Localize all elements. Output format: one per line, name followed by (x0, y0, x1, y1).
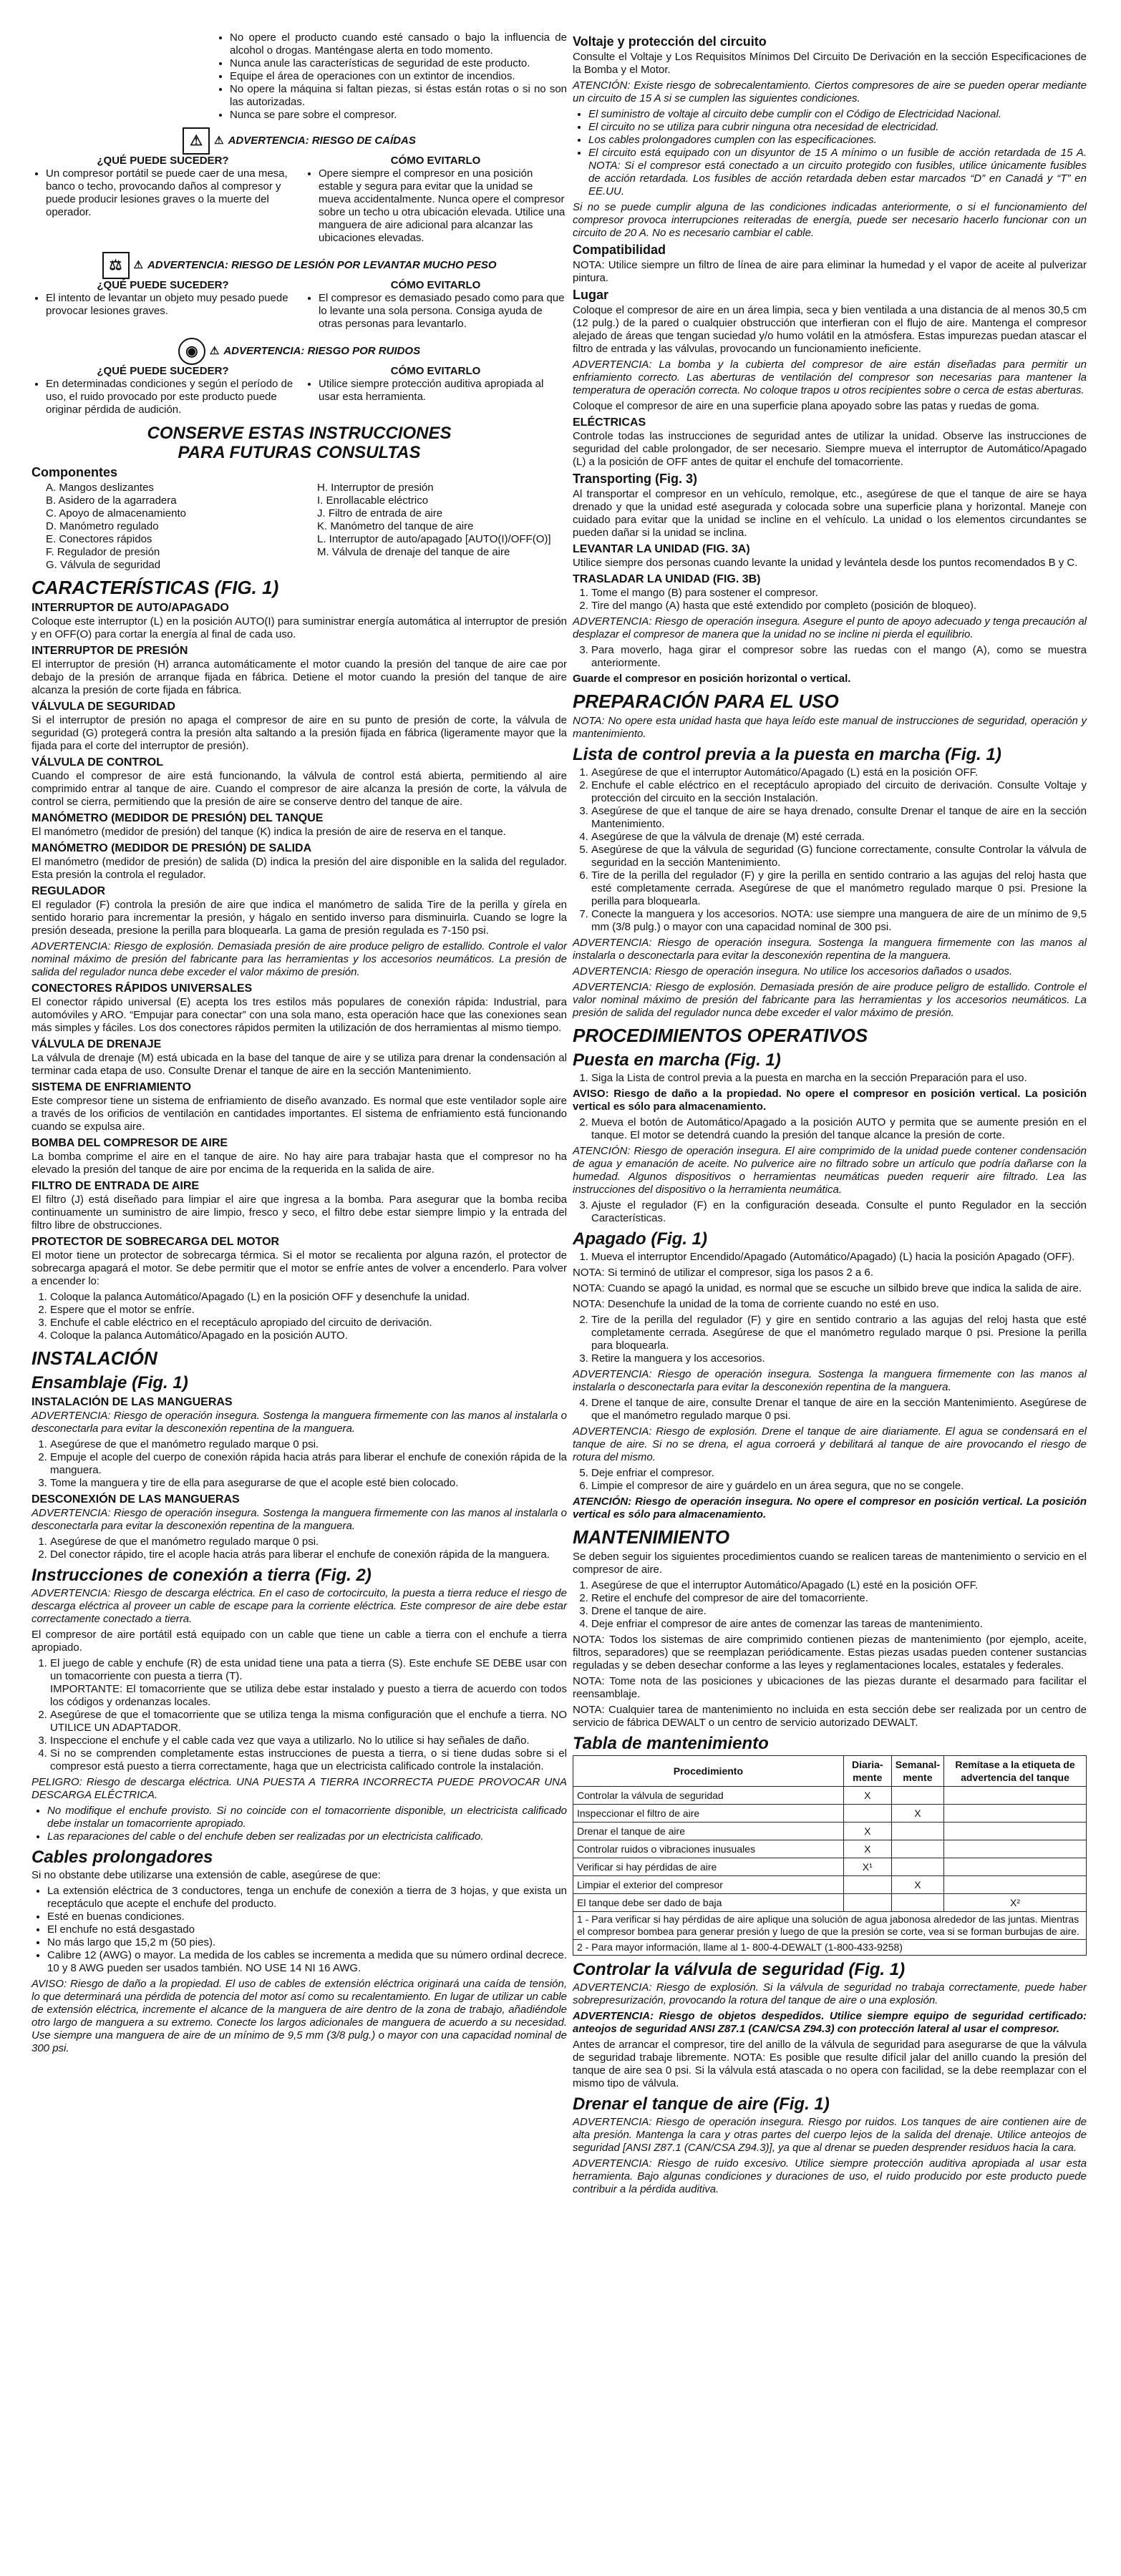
list-item: 4. Coloque la palanca Automático/Apagado en la posición AUTO. (50, 1330, 567, 1342)
subheading: SISTEMA DE ENFRIAMIENTO (31, 1081, 192, 1093)
numbered-list (31, 1291, 567, 1342)
list-item: • Esté en buenas condiciones. (47, 1911, 567, 1923)
numbered-list (31, 1536, 567, 1561)
section-heading-instalacion: INSTALACIÓN (31, 1347, 157, 1369)
section-heading-cables: Cables prolongadores (31, 1848, 213, 1867)
list-item: 2. Tire de la perilla del regulador (F) y gire en sentido contrario a las agujas del reloj hasta que esté completamente cerrada. Asegúrese de que el manómetro regulado marque 0 psi. Presione la perilla para bloquearla. (591, 1314, 1087, 1352)
list-item: • Calibre 12 (AWG) o mayor. La medida de los cables se incrementa a medida que su número ordinal decrece. 10 y 8 AWG pueden ser usados también. NO USE 14 NI 16 AWG. (47, 1949, 567, 1975)
subheading: DESCONEXIÓN DE LAS MANGUERAS (31, 1493, 240, 1506)
section-heading-componentes: Componentes (31, 465, 118, 479)
note-text: NOTA: Utilice siempre un filtro de línea de aire para eliminar la humedad y el vapor de aceite al pulverizar pintura. (573, 259, 1087, 284)
section-heading-tabla: Tabla de mantenimiento (573, 1734, 769, 1753)
warning-text: ADVERTENCIA: Riesgo de operación insegura. Sostenga la manguera firmemente con las manos al instalarla o desconectarla para evitar la desconexión repentina de la manguera. (31, 1410, 567, 1435)
subheading: INTERRUPTOR DE PRESIÓN (31, 645, 188, 657)
risk-lift-block (31, 252, 567, 331)
warning-text: ADVERTENCIA: Riesgo de operación insegura. Sostenga la manguera firmemente con las manos al instalarla o desconectarla para evitar la desconexión repentina de la manguera. (31, 1507, 567, 1532)
section-heading-mantenimiento: MANTENIMIENTO (573, 1526, 730, 1548)
list-item: 2. Del conector rápido, tire el acople hacia atrás para liberar el enchufe de conexión rápida de la manguera. (50, 1548, 567, 1561)
warning-text: ADVERTENCIA: Riesgo de explosión. Demasiada presión de aire produce peligro de estallido. Controle el valor nominal máximo de presión del fabricante para las herramientas y los accesorios neumáticos. La presión de salida del regulador nunca debe exceder el valor máximo de presión. (573, 981, 1087, 1019)
table-cell: Drenar el tanque de aire (573, 1823, 844, 1840)
risk-question-text: • Un compresor portátil se puede caer de una mesa, banco o techo, provocando daños al compresor y puede producir lesiones graves o la muerte del operador. (46, 167, 294, 219)
table-row (573, 1805, 1087, 1823)
warning-text: ADVERTENCIA: Riesgo de objetos despedidos. Utilice siempre equipo de seguridad certificado: anteojos de seguridad ANSI Z87.1 (CAN/CSA Z94.3) con protección lateral al usar el compresor. (573, 2010, 1087, 2035)
warning-text: ADVERTENCIA: Riesgo de operación insegura. Sostenga la manguera firmemente con las manos al instalarla o desconectarla para evitar la desconexión repentina de la manguera. (573, 937, 1087, 962)
list-item: 2. Espere que el motor se enfríe. (50, 1304, 567, 1317)
list-item: 4. Asegúrese de que la válvula de drenaje (M) esté cerrada. (591, 831, 1087, 844)
numbered-list (573, 1251, 1087, 1264)
column-header: Diaria-mente (843, 1756, 891, 1787)
numbered-list (31, 1657, 567, 1773)
table-row (573, 1840, 1087, 1858)
table-row (573, 1823, 1087, 1840)
paragraph: Coloque el compresor de aire en una superficie plana apoyado sobre las patas y ruedas de goma. (573, 400, 1040, 412)
danger-text: PELIGRO: Riesgo de descarga eléctrica. UNA PUESTA A TIERRA INCORRECTA PUEDE PROVOCAR UNA DESCARGA ELÉCTRICA. (31, 1776, 567, 1801)
paragraph: Guarde el compresor en posición horizontal o vertical. (573, 673, 851, 685)
warning-triangle-icon: ⚠ (209, 345, 220, 357)
list-item: 6. Limpie el compresor de aire y guárdelo en un área segura, que no se congele. (591, 1480, 1087, 1493)
warning-text: ADVERTENCIA: Riesgo de operación insegura. No utilice los accesorios dañados o usados. (573, 965, 1013, 977)
list-item: 2. Empuje el acople del cuerpo de conexión rápida hacia atrás para liberar el enchufe de conexión rápida de la manguera. (50, 1451, 567, 1477)
table-cell (891, 1787, 943, 1805)
component-item: J. Filtro de entrada de aire (317, 507, 443, 519)
table-cell: Verificar si hay pérdidas de aire (573, 1858, 844, 1876)
section-heading-apagado: Apagado (Fig. 1) (573, 1229, 707, 1249)
section-heading-caracteristicas: CARACTERÍSTICAS (FIG. 1) (31, 577, 279, 598)
table-cell (843, 1894, 891, 1912)
list-item: 3. Asegúrese de que el tanque de aire se haya drenado, consulte Drenar el tanque de aire en la sección Mantenimiento. (591, 805, 1087, 831)
component-item: A. Mangos deslizantes (46, 482, 154, 494)
list-item: 1. El juego de cable y enchufe (R) de esta unidad tiene una pata a tierra (S). Este enchufe SE DEBE usar con un tomacorriente con puesta a tierra (T). (50, 1657, 567, 1683)
note-text: NOTA: Cualquier tarea de mantenimiento no incluida en esta sección debe ser realizada por un centro de servicio de fábrica DEWALT o un centro de servicio autorizado DEWALT. (573, 1704, 1087, 1729)
paragraph: Consulte el Voltaje y Los Requisitos Mínimos Del Circuito De Derivación en la sección Especificaciones de la Bomba y el Motor. (573, 51, 1087, 76)
table-cell (843, 1805, 891, 1823)
component-item: L. Interruptor de auto/apagado [AUTO(I)/OFF(O)] (317, 533, 551, 545)
note-text: NOTA: Desenchufe la unidad de la toma de corriente cuando no esté en uso. (573, 1298, 939, 1310)
section-heading-tierra: Instrucciones de conexión a tierra (Fig. 2) (31, 1566, 372, 1585)
table-cell (891, 1823, 943, 1840)
table-footnote: 1 - Para verificar si hay pérdidas de aire aplique una solución de agua jabonosa alrededor de las juntas. Mientras el compresor bombea para generar presión y luego de que la presión se corte, vea si se forman burbujas de aire. (573, 1912, 1087, 1940)
safety-bullets (214, 31, 567, 122)
table-cell: X (843, 1823, 891, 1840)
subheading: INSTALACIÓN DE LAS MANGUERAS (31, 1396, 233, 1408)
left-column (31, 31, 567, 2058)
list-item: 2. Enchufe el cable eléctrico en el receptáculo apropiado del circuito de derivación. Consulte Voltaje y protección del circuito en la sección Instalación. (591, 779, 1087, 805)
table-cell: Controlar la válvula de seguridad (573, 1787, 844, 1805)
subheading: TRASLADAR LA UNIDAD (FIG. 3B) (573, 573, 761, 585)
list-item: • El circuito no se utiliza para cubrir ninguna otra necesidad de electricidad. (588, 121, 1087, 134)
risk-question-text: • En determinadas condiciones y según el período de uso, el ruido provocado por este producto puede originar pérdida de audición. (46, 378, 294, 416)
numbered-list (573, 644, 1087, 670)
component-item: I. Enrollacable eléctrico (317, 494, 429, 507)
list-item: 4. Si no se comprenden completamente estas instrucciones de puesta a tierra, o si tiene dudas sobre si el compresor está puesto a tierra correctamente, haga que un electricista calificado controle la instalación. (50, 1747, 567, 1773)
warning-text: ADVERTENCIA: Riesgo de descarga eléctrica. En el caso de cortocircuito, la puesta a tierra reduce el riesgo de descarga eléctrica al proveer un cable de escape para la corriente eléctrica. Este compresor de aire debe estar correctamente conectado a tierra. (31, 1587, 567, 1625)
list-item: 1. Siga la Lista de control previa a la puesta en marcha en la sección Preparación para el uso. (591, 1072, 1087, 1085)
section-heading-voltaje: Voltaje y protección del circuito (573, 34, 767, 49)
paragraph: Si no obstante debe utilizarse una extensión de cable, asegúrese de que: (31, 1869, 381, 1881)
table-cell (944, 1858, 1087, 1876)
bullet-list (573, 108, 1087, 198)
maintenance-table (573, 1755, 1087, 1912)
subheading: VÁLVULA DE DRENAJE (31, 1038, 162, 1050)
risk-title: ADVERTENCIA: RIESGO DE LESIÓN POR LEVANTAR MUCHO PESO (147, 259, 497, 271)
section-heading-compatibilidad: Compatibilidad (573, 243, 666, 257)
column-header: Semanal-mente (891, 1756, 943, 1787)
table-footnote: 2 - Para mayor información, llame al 1- 800-4-DEWALT (1-800-433-9258) (573, 1940, 1087, 1956)
numbered-list (573, 1314, 1087, 1365)
numbered-list (573, 1072, 1087, 1085)
list-item: 4. Deje enfriar el compresor de aire antes de comenzar las tareas de mantenimiento. (591, 1618, 1087, 1631)
numbered-list (31, 1438, 567, 1490)
table-row (573, 1894, 1087, 1912)
table-cell (944, 1805, 1087, 1823)
warning-triangle-icon: ⚠ (133, 259, 143, 271)
note-text: NOTA: No opere esta unidad hasta que haya leído este manual de instrucciones de seguridad, operación y mantenimiento. (573, 715, 1087, 740)
list-item: 3. Drene el tanque de aire. (591, 1605, 1087, 1618)
paragraph: Cuando el compresor de aire está funcionando, la válvula de control está abierta, permitiendo al aire comprimido entrar al tanque de aire. Cuando el compresor de aire alcanza la presión de corte, la válvula de control se cierra, permitiendo que la presión de aire se conserve dentro del tanque de aire. (31, 770, 567, 808)
section-heading-transporting: Transporting (Fig. 3) (573, 472, 697, 486)
risk-avoid-text: • El compresor es demasiado pesado como para que lo levante una sola persona. Consiga ayuda de otras personas para levantarlo. (319, 292, 567, 331)
table-cell: X¹ (843, 1858, 891, 1876)
table-cell (944, 1876, 1087, 1894)
risk-falls-block (31, 127, 567, 245)
notice-text: AVISO: Riesgo de daño a la propiedad. No opere el compresor en posición vertical. La posición vertical es sólo para almacenamiento. (573, 1088, 1087, 1113)
table-cell (891, 1894, 943, 1912)
risk-question-text: • El intento de levantar un objeto muy pesado puede provocar lesiones graves. (46, 292, 294, 318)
subheading: PROTECTOR DE SOBRECARGA DEL MOTOR (31, 1236, 280, 1248)
conserve-heading-2: PARA FUTURAS CONSULTAS (178, 443, 421, 462)
risk-title: ADVERTENCIA: RIESGO DE CAÍDAS (228, 135, 416, 147)
paragraph: El conector rápido universal (E) acepta los tres estilos más populares de conexión rápida: Industrial, para automóviles y ARO. “Empujar para conectar” con una sola mano, esta operación hace que las conexiones sean más simples y fáciles. Los dos conectores rápidos permiten la utilización de dos herramientas al mismo tiempo. (31, 996, 567, 1034)
table-cell: Limpiar el exterior del compresor (573, 1876, 844, 1894)
caution-text: ATENCIÓN: Riesgo de operación insegura. No opere el compresor en posición vertical. La posición vertical es sólo para almacenamiento. (573, 1496, 1087, 1521)
list-item: 1. Asegúrese de que el manómetro regulado marque 0 psi. (50, 1438, 567, 1451)
component-item: M. Válvula de drenaje del tanque de aire (317, 546, 510, 558)
list-item: • La extensión eléctrica de 3 conductores, tenga un enchufe de conexión a tierra de 3 hojas, y que exista un receptáculo que acepte el enchufe del producto. (47, 1885, 567, 1911)
list-item: 1. Asegúrese de que el interruptor Automático/Apagado (L) esté en la posición OFF. (591, 1579, 1087, 1592)
section-heading-ensamblaje: Ensamblaje (Fig. 1) (31, 1373, 188, 1392)
subheading: CONECTORES RÁPIDOS UNIVERSALES (31, 982, 253, 995)
list-item: IMPORTANTE: El tomacorriente que se utiliza debe estar instalado y puesto a tierra de acuerdo con todos los códigos y ordenanzas locales. (50, 1683, 567, 1708)
table-row (573, 1787, 1087, 1805)
subheading: BOMBA DEL COMPRESOR DE AIRE (31, 1137, 228, 1149)
warning-triangle-icon: ⚠ (214, 135, 224, 147)
warning-text: ADVERTENCIA: Riesgo de explosión. Demasiada presión de aire produce peligro de estallido. Controle el valor nominal máximo de presión del fabricante para las herramientas y los accesorios neumáticos. La presión de salida del regulador nunca debe exceder el valor máximo de presión. (31, 940, 567, 978)
list-item: 1. Asegúrese de que el interruptor Automático/Apagado (L) está en la posición OFF. (591, 766, 1087, 779)
note-text: NOTA: Cuando se apagó la unidad, es normal que se escuche un silbido breve que indica la salida de aire. (573, 1282, 1082, 1294)
risk-question-heading: ¿QUÉ PUEDE SUCEDER? (97, 365, 229, 377)
warning-text: ADVERTENCIA: Riesgo de operación insegura. Riesgo por ruidos. Los tanques de aire contienen aire de alta presión. Mantenga la cara y otras partes del cuerpo lejos de la salida del drenaje. Utilice anteojos de seguridad [ANSI Z87.1 (CAN/CSA Z94.3)], ya que al drenar se pueden desprender residuos hacia la cara. (573, 2116, 1087, 2154)
numbered-list (573, 587, 1087, 613)
list-item: • Los cables prolongadores cumplen con las especificaciones. (588, 134, 1087, 147)
risk-avoid-heading: CÓMO EVITARLO (390, 155, 481, 167)
falling-person-icon: ⚠ (183, 127, 210, 155)
caution-text: ATENCIÓN: Existe riesgo de sobrecalentamiento. Ciertos compresores de aire se pueden operar mediante un circuito de 15 A si se cumplen las siguientes condiciones. (573, 79, 1087, 104)
list-item: • No opere el producto cuando esté cansado o bajo la influencia de alcohol o drogas. Manténgase alerta en todo momento. (230, 31, 567, 57)
list-item: 3. Tome la manguera y tire de ella para asegurarse de que el acople esté bien colocado. (50, 1477, 567, 1490)
list-item: 3. Inspeccione el enchufe y el cable cada vez que vaya a utilizarlo. No lo utilice si hay señales de daño. (50, 1735, 567, 1747)
warning-text: ADVERTENCIA: Riesgo de explosión. Si la válvula de seguridad no trabaja correctamente, puede haber sobrepresurización, provocando la rotura del tanque de aire o una explosión. (573, 1981, 1087, 2006)
list-item: 1. Mueva el interruptor Encendido/Apagado (Automático/Apagado) (L) hacia la posición Apagado (OFF). (591, 1251, 1087, 1264)
right-column (573, 31, 1087, 2199)
subheading: VÁLVULA DE CONTROL (31, 756, 163, 769)
warning-text: ADVERTENCIA: Riesgo de operación insegura. Asegure el punto de apoyo adecuado y tenga precaución al desplazar el compresor de manera que la unidad no se incline ni pierda el equilibrio. (573, 615, 1087, 640)
table-cell: X (891, 1876, 943, 1894)
list-item: • El suministro de voltaje al circuito debe cumplir con el Código de Electricidad Nacional. (588, 108, 1087, 121)
paragraph: Se deben seguir los siguientes procedimientos cuando se realicen tareas de mantenimiento o servicio en el compresor de aire. (573, 1551, 1087, 1576)
list-item: 6. Tire de la perilla del regulador (F) y gire la perilla en sentido contrario a las agujas del reloj hasta que esté completamente cerrada. Asegúrese de que el manómetro regulado marque 0 psi. Presione la perilla para bloquearla. (591, 869, 1087, 908)
list-item: 1. Tome el mango (B) para sostener el compresor. (591, 587, 1087, 600)
list-item: 2. Tire del mango (A) hasta que esté extendido por completo (posición de bloqueo). (591, 600, 1087, 613)
paragraph: Coloque el compresor de aire en un área limpia, seca y bien ventilada a una distancia de al menos 30,5 cm (12 pulg.) de la pared o cualquier obstrucción que interfieran con el flujo de aire. Mantenga el compresor alejado de áreas que tengan suciedad y/o humo volátil en la atmósfera. Estas impurezas puedan atascar el filtro de entrada y las válvulas, provocando un funcionamiento ineficiente. (573, 304, 1087, 355)
list-item: 2. Asegúrese de que el tomacorriente que se utiliza tenga la misma configuración que el enchufe a tierra. NO UTILICE UN ADAPTADOR. (50, 1709, 567, 1735)
risk-avoid-heading: CÓMO EVITARLO (390, 365, 481, 377)
list-item: • Las reparaciones del cable o del enchufe deben ser realizadas por un electricista calificado. (47, 1830, 567, 1843)
list-item: 2. Retire el enchufe del compresor de aire del tomacorriente. (591, 1592, 1087, 1605)
numbered-list (573, 766, 1087, 934)
list-item: 4. Drene el tanque de aire, consulte Drenar el tanque de aire en la sección Mantenimiento. Asegúrese de que el manómetro regulado marque 0 psi. (591, 1397, 1087, 1423)
risk-noise-block (31, 338, 567, 416)
table-cell: X (891, 1805, 943, 1823)
risk-title: ADVERTENCIA: RIESGO POR RUIDOS (223, 345, 421, 357)
numbered-list (573, 1199, 1087, 1225)
risk-avoid-text: • Opere siempre el compresor en una posición estable y segura para evitar que la unidad se mueva accidentalmente. Nunca opere el compresor sobre un techo u otra ubicación elevada. Utilice una manguera de aire adicional para alcanzar las ubicaciones elevadas. (319, 167, 567, 245)
paragraph: Antes de arrancar el compresor, tire del anillo de la válvula de seguridad para asegurarse de que la válvula de seguridad trabaje libremente. NOTA: Es posible que resulte difícil jalar del anillo cuando la presión del tanque de aire sea 0 psi. Si la válvula está atascada o no opera con facilidad, se la debe reemplazar con el mismo tipo de válvula. (573, 2039, 1087, 2089)
section-heading-drenar: Drenar el tanque de aire (Fig. 1) (573, 2094, 830, 2114)
warning-text: ADVERTENCIA: La bomba y la cubierta del compresor de aire están diseñadas para permitir un enfriamiento correcto. Las aberturas de ventilación del compresor son necesarias para mantener la temperatura de operación correcta. No coloque trapos u otros recipientes sobre o cerca de estas aberturas. (573, 358, 1087, 396)
paragraph: El interruptor de presión (H) arranca automáticamente el motor cuando la presión del tanque de aire cae por debajo de la presión de arranque fijada en fábrica. Detiene el motor cuando la presión del tanque de aire alcanza la presión de corte fijada en fábrica. (31, 658, 567, 696)
list-item: • Nunca anule las características de seguridad de este producto. (230, 57, 567, 70)
paragraph: El manómetro (medidor de presión) del tanque (K) indica la presión de aire de reserva en el tanque. (31, 826, 506, 838)
list-item: 3. Retire la manguera y los accesorios. (591, 1352, 1087, 1365)
caution-text: ATENCIÓN: Riesgo de operación insegura. El aire comprimido de la unidad puede contener condensación de agua y emanación de aceite. No pulverice aire no filtrado sobre un artículo que podría dañarse con la humedad. Algunos dispositivos o herramientas neumáticas pueden requerir aire filtrado. Lea las instrucciones del dispositivo o la herramienta neumática. (573, 1145, 1087, 1196)
subheading: ELÉCTRICAS (573, 416, 646, 429)
risk-question-heading: ¿QUÉ PUEDE SUCEDER? (97, 279, 229, 291)
list-item: 3. Ajuste el regulador (F) en la configuración deseada. Consulte el punto Regulador en la sección Características. (591, 1199, 1087, 1225)
warning-text: ADVERTENCIA: Riesgo de operación insegura. Sostenga la manguera firmemente con las manos al instalarla o desconectarla para evitar la desconexión repentina de la manguera. (573, 1368, 1087, 1393)
subheading: VÁLVULA DE SEGURIDAD (31, 701, 175, 713)
table-header-row (573, 1756, 1087, 1787)
paragraph: Este compresor tiene un sistema de enfriamiento de diseño avanzado. Es normal que este ventilador sople aire a través de los orificios de ventilación en cantidades importantes. El sistema de enfriamiento está funcionando cuando se expulsa aire. (31, 1095, 567, 1133)
subheading: MANÓMETRO (MEDIDOR DE PRESIÓN) DE SALIDA (31, 842, 312, 854)
component-item: D. Manómetro regulado (46, 520, 159, 532)
warning-text: ADVERTENCIA: Riesgo de explosión. Drene el tanque de aire diariamente. El agua se condensará en el tanque de aire. Si no se drena, el agua corroerá y debilitará al tanque de aire provocando el riesgo de rotura del mismo. (573, 1425, 1087, 1463)
table-row (573, 1876, 1087, 1894)
paragraph: La válvula de drenaje (M) está ubicada en la base del tanque de aire y se utiliza para drenar la condensación al terminar cada etapa de uso. Consulte Drenar el tanque de aire en la sección Mantenimiento. (31, 1052, 567, 1077)
list-item: • No modifique el enchufe provisto. Si no coincide con el tomacorriente disponible, un electricista calificado debe instalar un tomacorriente apropiado. (47, 1805, 567, 1830)
ear-protection-icon: ◉ (178, 338, 205, 365)
table-cell (944, 1787, 1087, 1805)
list-item: 2. Mueva el botón de Automático/Apagado a la posición AUTO y permita que se aumente presión en el tanque. El motor se detendrá cuando la presión del tanque alcance la presión de corte. (591, 1116, 1087, 1142)
components-list (31, 482, 567, 572)
risk-avoid-text: • Utilice siempre protección auditiva apropiada al usar esta herramienta. (319, 378, 567, 404)
component-item: K. Manómetro del tanque de aire (317, 520, 474, 532)
paragraph: Si no se puede cumplir alguna de las condiciones indicadas anteriormente, o si el funcionamiento del compresor provoca interrupciones reiteradas de energía, puede ser necesario hacerlo funcionar con un circuito de 20 A. No es necesario cambiar el cable. (573, 201, 1087, 239)
warning-text: ADVERTENCIA: Riesgo de ruido excesivo. Utilice siempre protección auditiva apropiada al usar esta herramienta. Bajo algunas condiciones y duraciones de uso, el ruido producido por este producto puede contribuir a la pérdida auditiva. (573, 2157, 1087, 2195)
table-cell: Controlar ruidos o vibraciones inusuales (573, 1840, 844, 1858)
column-header: Remítase a la etiqueta de advertencia del tanque (944, 1756, 1087, 1787)
table-cell: Inspeccionar el filtro de aire (573, 1805, 844, 1823)
list-item: • No opere la máquina si faltan piezas, si éstas están rotas o si no son las autorizadas. (230, 83, 567, 109)
list-item: • El enchufe no está desgastado (47, 1923, 567, 1936)
subheading: FILTRO DE ENTRADA DE AIRE (31, 1180, 200, 1192)
risk-question-heading: ¿QUÉ PUEDE SUCEDER? (97, 155, 229, 167)
numbered-list (573, 1467, 1087, 1493)
component-item: H. Interruptor de presión (317, 482, 434, 494)
paragraph: El filtro (J) está diseñado para limpiar el aire que ingresa a la bomba. Para asegurar que la bomba reciba continuamente un suministro de aire limpio, fresco y seco, el filtro debe estar siempre limpio y la entrada del filtro libre de obstrucciones. (31, 1194, 567, 1231)
table-row (573, 1858, 1087, 1876)
component-item: G. Válvula de seguridad (46, 559, 161, 571)
paragraph: El regulador (F) controla la presión de aire que indica el manómetro de salida Tire de la perilla y gírela en sentido horario para incrementar la presión, y hágalo en sentido inverso para disminuirla. Cuando se logre la presión deseada, presione la perilla para bloquearla. La gama de presión regulada es 7-150 psi. (31, 899, 567, 937)
risk-avoid-heading: CÓMO EVITARLO (390, 279, 481, 291)
table-cell (944, 1823, 1087, 1840)
table-cell (891, 1840, 943, 1858)
numbered-list (573, 1579, 1087, 1631)
section-heading-lugar: Lugar (573, 288, 609, 302)
subheading: INTERRUPTOR DE AUTO/APAGADO (31, 602, 229, 614)
paragraph: Controle todas las instrucciones de seguridad antes de utilizar la unidad. Observe las instrucciones de seguridad del cable prolongador, de ser necesario. Siempre mueva el interruptor de Automático/Apagado (L) a la posición de OFF antes de quitar el enchufe del tomacorriente. (573, 430, 1087, 468)
table-cell: El tanque debe ser dado de baja (573, 1894, 844, 1912)
paragraph: Al transportar el compresor en un vehículo, remolque, etc., asegúrese de que el tanque de aire se haya drenado y que la unidad esté asegurada y colocada sobre una superficie plana y horizontal. Maneje con cuidado para evitar que la unidad se incline en el vehículo. La unidad o los elementos circundantes se pueden dañar si la unidad se inclina. (573, 488, 1087, 539)
table-cell: X² (944, 1894, 1087, 1912)
paragraph: El motor tiene un protector de sobrecarga térmica. Si el motor se recalienta por alguna razón, el protector de sobrecarga apagará el motor. Se debe permitir que el motor se enfríe antes de volver a encenderlo. Para volver a encender lo: (31, 1249, 567, 1287)
danger-bullets (31, 1805, 567, 1843)
section-heading-preparacion: PREPARACIÓN PARA EL USO (573, 691, 839, 712)
subheading: LEVANTAR LA UNIDAD (FIG. 3A) (573, 543, 750, 555)
heavy-lift-icon: ⚖ (102, 252, 130, 279)
list-item: • Equipe el área de operaciones con un extintor de incendios. (230, 70, 567, 83)
note-text: NOTA: Todos los sistemas de aire comprimido contienen piezas de mantenimiento (por ejemplo, aceite, filtros, separadores) que se reemplazan periódicamente. Estas piezas usadas pueden contener sustancias reguladas y se deben desechar conforme a las leyes y reglamentaciones locales, estatales y federales. (573, 1634, 1087, 1672)
list-item: 3. Enchufe el cable eléctrico en el receptáculo apropiado del circuito de derivación. (50, 1317, 567, 1330)
paragraph: Utilice siempre dos personas cuando levante la unidad y levántela desde los puntos recomendados B y C. (573, 557, 1078, 569)
list-item: 1. Asegúrese de que el manómetro regulado marque 0 psi. (50, 1536, 567, 1548)
column-header: Procedimiento (573, 1756, 844, 1787)
list-item: 1. Coloque la palanca Automático/Apagado (L) en la posición OFF y desenchufe la unidad. (50, 1291, 567, 1304)
component-item: E. Conectores rápidos (46, 533, 152, 545)
list-item: • No más largo que 15,2 m (50 pies). (47, 1936, 567, 1949)
paragraph: La bomba comprime el aire en el tanque de aire. No hay aire para trabajar hasta que el compresor no ha elevado la presión del tanque de aire por encima de la requerida en la salida de aire. (31, 1151, 567, 1176)
paragraph: El compresor de aire portátil está equipado con un cable que tiene un cable a tierra con el enchufe a tierra apropiado. (31, 1629, 567, 1654)
bullet-list (31, 1885, 567, 1975)
paragraph: El manómetro (medidor de presión) de salida (D) indica la presión del aire disponible en la salida del regulador. Esta presión la controla el regulador. (31, 856, 567, 881)
section-heading-controlar: Controlar la válvula de seguridad (Fig. 1) (573, 1960, 906, 1979)
list-item: 5. Deje enfriar el compresor. (591, 1467, 1087, 1480)
list-item: • Nunca se pare sobre el compresor. (230, 109, 567, 122)
component-item: C. Apoyo de almacenamiento (46, 507, 186, 519)
subheading: MANÓMETRO (MEDIDOR DE PRESIÓN) DEL TANQUE (31, 812, 324, 824)
numbered-list (573, 1116, 1087, 1142)
section-heading-procedimientos: PROCEDIMIENTOS OPERATIVOS (573, 1025, 868, 1046)
list-item: • El circuito está equipado con un disyuntor de 15 A mínimo o un fusible de acción retardada de 15 A. NOTA: Si el compresor está conectado a un circuito protegido con fusibles, utilice únicamente fusibles de acción retardada. Los fusibles de acción retardada deben estar marcados “D” en Canadá y “T” en EE.UU. (588, 147, 1087, 198)
paragraph: Si el interruptor de presión no apaga el compresor de aire en su punto de presión de corte, la válvula de seguridad (G) protegerá contra la presión alta saltando a la presión fijada en fábrica (ligeramente mayor que la fijada para el corte del interruptor de presión). (31, 714, 567, 752)
subheading: REGULADOR (31, 885, 106, 897)
paragraph: Coloque este interruptor (L) en la posición AUTO(I) para suministrar energía automática al interruptor de presión y en OFF(O) para cortar la energía al final de cada uso. (31, 615, 567, 640)
list-item: 3. Para moverlo, haga girar el compresor sobre las ruedas con el mango (A), como se muestra anteriormente. (591, 644, 1087, 670)
table-cell: X (843, 1787, 891, 1805)
conserve-heading: CONSERVE ESTAS INSTRUCCIONES (147, 424, 452, 443)
table-cell (891, 1858, 943, 1876)
numbered-list (573, 1397, 1087, 1423)
notice-text: AVISO: Riesgo de daño a la propiedad. El uso de cables de extensión eléctrica originará una caída de tensión, lo que determinará una pérdida de potencia del motor así como su recalentamiento. En lugar de utilizar un cable de extensión eléctrica, incremente el alcance de la manguera de aire dentro de la zona de trabajo, añadiéndole otro largo de manguera a su extremo. Conecte los largos adicionales de manguera de acuerdo a su necesidad. Use siempre una manguera de aire de un mínimo de 9,5 mm (3/8 pulg.) o mayor con una capacidad nominal de 300 psi. (31, 1978, 567, 2054)
list-item: 5. Asegúrese de que la válvula de seguridad (G) funcione correctamente, consulte Controlar la válvula de seguridad en la sección Mantenimiento. (591, 844, 1087, 869)
list-item: 7. Conecte la manguera y los accesorios. NOTA: use siempre una manguera de aire de un mínimo de 9,5 mm (3/8 pulg.) o mayor con una capacidad nominal de 300 psi. (591, 908, 1087, 934)
section-heading-puesta: Puesta en marcha (Fig. 1) (573, 1050, 781, 1070)
table-cell (944, 1840, 1087, 1858)
component-item: B. Asidero de la agarradera (46, 494, 177, 507)
section-heading-lista: Lista de control previa a la puesta en marcha (Fig. 1) (573, 745, 1001, 764)
component-item: F. Regulador de presión (46, 546, 160, 558)
table-cell (843, 1876, 891, 1894)
note-text: NOTA: Si terminó de utilizar el compresor, siga los pasos 2 a 6. (573, 1267, 873, 1279)
table-cell: X (843, 1840, 891, 1858)
note-text: NOTA: Tome nota de las posiciones y ubicaciones de las piezas durante el desarmado para facilitar el reensamblaje. (573, 1675, 1087, 1700)
